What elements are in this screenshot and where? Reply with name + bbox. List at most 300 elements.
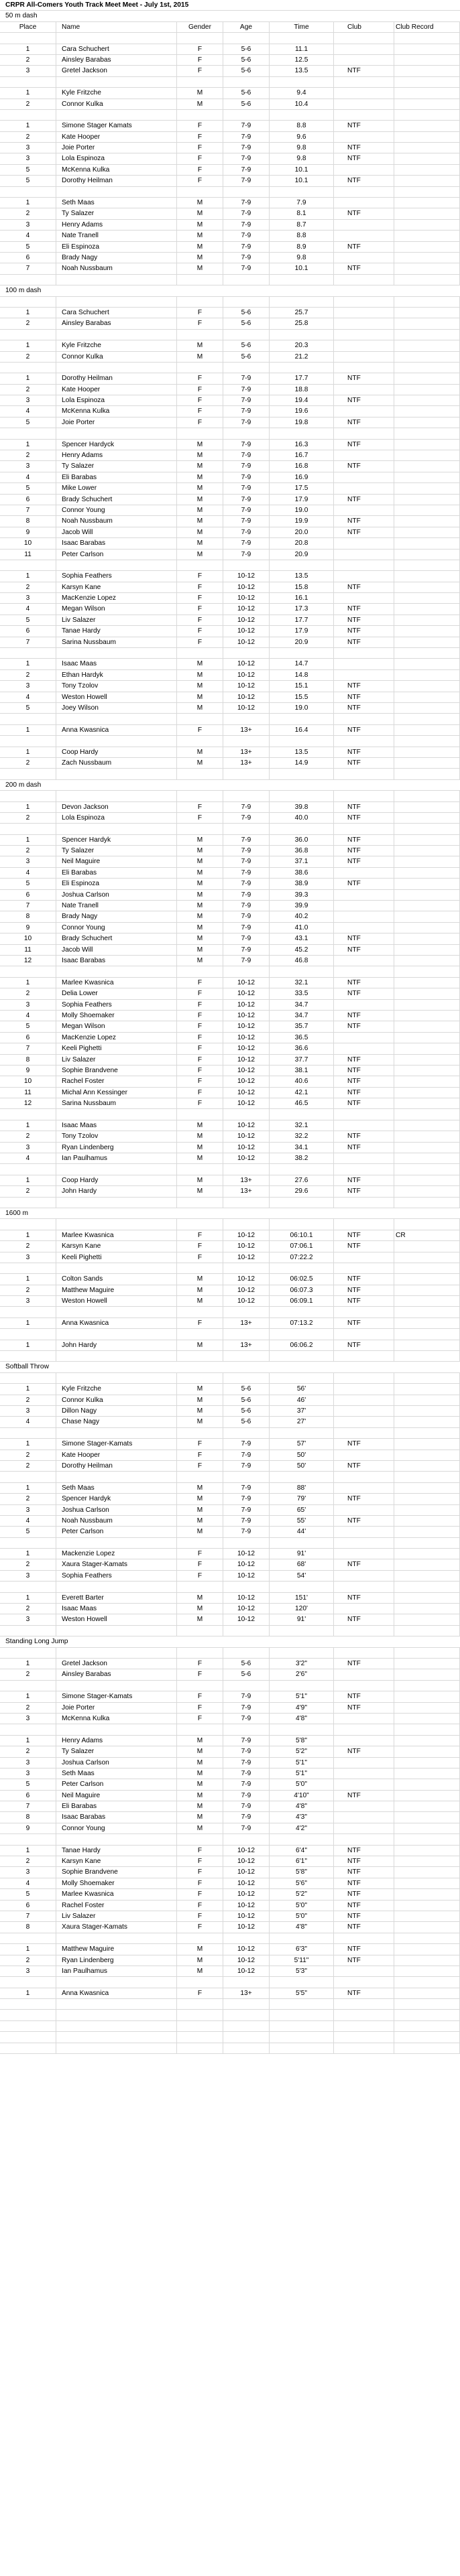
club-record-cell	[394, 1340, 460, 1350]
age-cell: 13+	[223, 1340, 270, 1350]
time-cell: 5'11"	[270, 1955, 334, 1966]
result-row	[0, 1746, 460, 1757]
time-cell: 57'	[270, 1439, 334, 1449]
club-cell: NTF	[334, 1659, 394, 1669]
name-cell: Brady Nagy	[56, 253, 177, 263]
age-cell	[223, 1933, 270, 1943]
place-cell: 1	[0, 1175, 56, 1185]
spacer-row	[0, 1538, 460, 1549]
club-record-cell	[394, 77, 460, 87]
club-cell	[334, 187, 394, 197]
gender-cell: F	[177, 571, 223, 581]
name-cell: Everett Barter	[56, 1593, 177, 1603]
gender-cell: M	[177, 231, 223, 241]
time-cell	[270, 824, 334, 834]
spacer-row	[0, 1648, 460, 1659]
name-cell: Peter Carlson	[56, 1779, 177, 1789]
gender-cell: F	[177, 988, 223, 999]
name-cell: Ryan Lindenberg	[56, 1955, 177, 1966]
result-row	[0, 1230, 460, 1241]
time-cell: 6'1"	[270, 1856, 334, 1866]
club-record-cell	[394, 1691, 460, 1701]
place-cell: 9	[0, 527, 56, 537]
name-cell: Spencer Hardyk	[56, 835, 177, 845]
result-row	[0, 417, 460, 428]
time-cell: 5'8"	[270, 1736, 334, 1746]
club-record-cell	[394, 1088, 460, 1098]
time-cell	[270, 2032, 334, 2042]
club-cell: NTF	[334, 1889, 394, 1899]
club-cell	[334, 1933, 394, 1943]
place-cell: 2	[0, 1461, 56, 1471]
age-cell: 7-9	[223, 901, 270, 911]
age-cell: 10-12	[223, 582, 270, 592]
result-row	[0, 527, 460, 538]
time-cell: 2'6"	[270, 1669, 334, 1679]
gender-cell: F	[177, 1033, 223, 1043]
club-cell: NTF	[334, 1274, 394, 1284]
result-row	[0, 242, 460, 253]
time-cell: 9.4	[270, 88, 334, 98]
time-cell: 32.2	[270, 1131, 334, 1141]
name-cell: Henry Adams	[56, 220, 177, 230]
club-record-cell	[394, 1669, 460, 1679]
spacer-row	[0, 791, 460, 801]
gender-cell: M	[177, 890, 223, 900]
place-cell: 1	[0, 373, 56, 383]
club-record-cell	[394, 318, 460, 328]
result-row	[0, 1922, 460, 1933]
gender-cell	[177, 1219, 223, 1229]
name-cell: Sarina Nussbaum	[56, 637, 177, 647]
place-cell	[0, 1351, 56, 1361]
age-cell	[223, 1626, 270, 1636]
place-cell: 12	[0, 956, 56, 966]
result-row	[0, 143, 460, 153]
club-cell	[334, 923, 394, 933]
gender-cell: M	[177, 956, 223, 966]
club-record-cell	[394, 1373, 460, 1383]
gender-cell: F	[177, 637, 223, 647]
name-cell: Henry Adams	[56, 450, 177, 460]
gender-cell: M	[177, 1604, 223, 1614]
age-cell	[223, 1263, 270, 1273]
spacer-row	[0, 1472, 460, 1482]
age-cell: 10-12	[223, 1033, 270, 1043]
gender-cell: M	[177, 1614, 223, 1624]
gender-cell	[177, 1351, 223, 1361]
club-cell: NTF	[334, 1559, 394, 1569]
spacer-row	[0, 33, 460, 44]
time-cell	[270, 966, 334, 976]
club-record-cell	[394, 714, 460, 724]
name-cell	[56, 275, 177, 285]
column-header-age: Age	[223, 22, 270, 32]
place-cell	[0, 187, 56, 197]
result-row	[0, 835, 460, 846]
time-cell: 7.9	[270, 198, 334, 208]
name-cell: Nate Tranell	[56, 231, 177, 241]
name-cell: Simone Stager-Kamats	[56, 1439, 177, 1449]
place-cell	[0, 714, 56, 724]
time-cell: 16.3	[270, 440, 334, 450]
club-cell	[334, 824, 394, 834]
club-cell: NTF	[334, 758, 394, 768]
gender-cell: M	[177, 1406, 223, 1416]
age-cell: 10-12	[223, 1285, 270, 1295]
result-row	[0, 165, 460, 176]
spacer-row	[0, 187, 460, 198]
gender-cell: M	[177, 495, 223, 505]
gender-cell: F	[177, 132, 223, 142]
result-row	[0, 1494, 460, 1504]
age-cell: 10-12	[223, 1076, 270, 1086]
age-cell	[223, 1472, 270, 1482]
gender-cell: M	[177, 1285, 223, 1295]
club-record-cell	[394, 1801, 460, 1811]
gender-cell: M	[177, 670, 223, 680]
age-cell	[223, 275, 270, 285]
club-record-cell	[394, 1746, 460, 1756]
time-cell: 9.8	[270, 143, 334, 153]
gender-cell: F	[177, 1088, 223, 1098]
club-cell	[334, 1966, 394, 1976]
age-cell	[223, 1834, 270, 1844]
club-cell	[334, 1736, 394, 1746]
name-cell: McKenna Kulka	[56, 1714, 177, 1724]
club-cell	[334, 1307, 394, 1317]
place-cell	[0, 2032, 56, 2042]
result-row	[0, 1098, 460, 1109]
club-record-cell	[394, 1604, 460, 1614]
time-cell	[270, 1351, 334, 1361]
time-cell: 8.8	[270, 231, 334, 241]
club-record-cell	[394, 1076, 460, 1086]
age-cell: 7-9	[223, 483, 270, 493]
gender-cell: M	[177, 1791, 223, 1801]
club-record-cell	[394, 1626, 460, 1636]
result-row	[0, 450, 460, 461]
time-cell	[270, 2043, 334, 2053]
result-row	[0, 1988, 460, 1999]
gender-cell: F	[177, 813, 223, 823]
club-record-cell	[394, 385, 460, 395]
time-cell: 55'	[270, 1516, 334, 1526]
name-cell: Chase Nagy	[56, 1417, 177, 1427]
club-record-cell	[394, 670, 460, 680]
age-cell: 5-6	[223, 99, 270, 109]
time-cell: 19.0	[270, 703, 334, 713]
name-cell	[56, 714, 177, 724]
club-record-cell	[394, 1614, 460, 1624]
gender-cell: F	[177, 725, 223, 735]
club-cell	[334, 1582, 394, 1592]
club-cell	[334, 1648, 394, 1658]
club-record-cell	[394, 472, 460, 482]
name-cell: Anna Kwasnica	[56, 1988, 177, 1998]
event-heading-row	[0, 1362, 460, 1372]
age-cell: 13+	[223, 725, 270, 735]
time-cell: 20.9	[270, 550, 334, 560]
age-cell: 7-9	[223, 1768, 270, 1779]
time-cell: 39.9	[270, 901, 334, 911]
name-cell: Isaac Maas	[56, 1604, 177, 1614]
gender-cell: F	[177, 395, 223, 405]
club-cell: NTF	[334, 1175, 394, 1185]
result-row	[0, 1120, 460, 1131]
name-cell: Connor Kulka	[56, 99, 177, 109]
place-cell: 3	[0, 66, 56, 76]
place-cell: 1	[0, 725, 56, 735]
club-record-cell	[394, 1538, 460, 1548]
time-cell: 8.8	[270, 121, 334, 131]
name-cell: Sophia Feathers	[56, 1571, 177, 1581]
club-cell: NTF	[334, 66, 394, 76]
result-row	[0, 1241, 460, 1252]
name-cell: Marlee Kwasnica	[56, 978, 177, 988]
time-cell	[270, 791, 334, 801]
age-cell: 7-9	[223, 527, 270, 537]
name-cell	[56, 1198, 177, 1208]
club-record-cell	[394, 527, 460, 537]
place-cell: 4	[0, 1878, 56, 1888]
club-cell: NTF	[334, 373, 394, 383]
gender-cell: M	[177, 868, 223, 878]
club-record-cell	[394, 2043, 460, 2053]
spacer-row	[0, 428, 460, 439]
place-cell	[0, 330, 56, 340]
time-cell: 8.7	[270, 220, 334, 230]
gender-cell: F	[177, 1461, 223, 1471]
name-cell: Brady Schuchert	[56, 933, 177, 944]
club-record-cell	[394, 440, 460, 450]
place-cell: 3	[0, 1714, 56, 1724]
club-cell	[334, 1417, 394, 1427]
place-cell: 2	[0, 1703, 56, 1713]
result-row	[0, 703, 460, 714]
time-cell	[270, 714, 334, 724]
club-record-cell	[394, 933, 460, 944]
place-cell: 2	[0, 813, 56, 823]
place-cell: 2	[0, 450, 56, 460]
club-record-cell	[394, 978, 460, 988]
gender-cell: F	[177, 1988, 223, 1998]
spacer-row	[0, 560, 460, 571]
place-cell	[0, 275, 56, 285]
club-record-cell	[394, 340, 460, 350]
club-record-cell	[394, 176, 460, 186]
age-cell	[223, 1681, 270, 1691]
spacer-row	[0, 275, 460, 285]
place-cell: 11	[0, 945, 56, 955]
gender-cell: F	[177, 1318, 223, 1328]
place-cell: 2	[0, 988, 56, 999]
name-cell	[56, 187, 177, 197]
place-cell: 7	[0, 263, 56, 273]
club-cell	[334, 1395, 394, 1405]
result-row	[0, 1516, 460, 1527]
club-cell	[334, 1109, 394, 1119]
place-cell: 9	[0, 923, 56, 933]
club-cell	[334, 2043, 394, 2053]
blank-row	[0, 2010, 460, 2020]
club-cell: NTF	[334, 1439, 394, 1449]
age-cell: 7-9	[223, 802, 270, 812]
result-row	[0, 495, 460, 505]
time-cell: 16.7	[270, 450, 334, 460]
place-cell: 5	[0, 703, 56, 713]
club-record-cell	[394, 242, 460, 252]
club-cell: NTF	[334, 1186, 394, 1196]
gender-cell	[177, 1648, 223, 1658]
age-cell: 10-12	[223, 1549, 270, 1559]
club-cell	[334, 670, 394, 680]
time-cell	[270, 275, 334, 285]
name-cell: Liv Salazer	[56, 1911, 177, 1921]
age-cell: 10-12	[223, 1901, 270, 1911]
gender-cell: F	[177, 385, 223, 395]
club-cell: NTF	[334, 802, 394, 812]
time-cell: 13.5	[270, 571, 334, 581]
time-cell	[270, 110, 334, 120]
club-record-cell	[394, 1648, 460, 1658]
result-row	[0, 1076, 460, 1087]
club-cell: NTF	[334, 582, 394, 592]
club-cell: NTF	[334, 1703, 394, 1713]
place-cell: 7	[0, 1043, 56, 1053]
time-cell: 19.0	[270, 505, 334, 515]
place-cell: 1	[0, 1274, 56, 1284]
place-cell: 6	[0, 626, 56, 636]
age-cell: 7-9	[223, 856, 270, 866]
place-cell: 1	[0, 308, 56, 318]
club-record-cell	[394, 1263, 460, 1273]
age-cell	[223, 363, 270, 373]
name-cell: Ryan Lindenberg	[56, 1143, 177, 1153]
club-record-cell	[394, 1966, 460, 1976]
time-cell: 4'10"	[270, 1791, 334, 1801]
gender-cell	[177, 1428, 223, 1438]
club-record-cell	[394, 44, 460, 54]
club-cell	[334, 352, 394, 362]
name-cell	[56, 1351, 177, 1361]
club-cell	[334, 33, 394, 43]
name-cell: Weston Howell	[56, 1296, 177, 1306]
club-record-cell	[394, 132, 460, 142]
age-cell	[223, 1351, 270, 1361]
name-cell	[56, 1307, 177, 1317]
club-record-cell	[394, 2032, 460, 2042]
club-cell	[334, 956, 394, 966]
age-cell: 5-6	[223, 1669, 270, 1679]
age-cell	[223, 824, 270, 834]
name-cell: Lola Espinoza	[56, 153, 177, 164]
gender-cell	[177, 1977, 223, 1987]
result-row	[0, 1318, 460, 1329]
result-row	[0, 208, 460, 219]
gender-cell: M	[177, 483, 223, 493]
gender-cell: F	[177, 1043, 223, 1053]
club-cell	[334, 1450, 394, 1460]
club-cell	[334, 308, 394, 318]
name-cell: Marlee Kwasnica	[56, 1889, 177, 1899]
place-cell: 1	[0, 340, 56, 350]
result-row	[0, 659, 460, 669]
age-cell: 7-9	[223, 198, 270, 208]
gender-cell: F	[177, 417, 223, 428]
place-cell: 2	[0, 385, 56, 395]
club-record-cell	[394, 450, 460, 460]
time-cell: 9.8	[270, 153, 334, 164]
age-cell: 7-9	[223, 1516, 270, 1526]
club-cell: NTF	[334, 945, 394, 955]
age-cell	[223, 1219, 270, 1229]
time-cell: 44'	[270, 1527, 334, 1537]
time-cell: 06:06.2	[270, 1340, 334, 1350]
name-cell: Ainsley Barabas	[56, 1669, 177, 1679]
time-cell: 21.2	[270, 352, 334, 362]
gender-cell: F	[177, 1549, 223, 1559]
spacer-row	[0, 1307, 460, 1317]
club-record-cell	[394, 659, 460, 669]
result-row	[0, 440, 460, 450]
result-row	[0, 1901, 460, 1911]
name-cell: Xaura Stager-Kamats	[56, 1922, 177, 1932]
result-row	[0, 692, 460, 703]
age-cell	[223, 1109, 270, 1119]
gender-cell: M	[177, 505, 223, 515]
gender-cell: M	[177, 472, 223, 482]
place-cell: 2	[0, 99, 56, 109]
club-cell	[334, 1812, 394, 1822]
result-row	[0, 1439, 460, 1450]
name-cell: John Hardy	[56, 1186, 177, 1196]
club-cell	[334, 1351, 394, 1361]
age-cell: 7-9	[223, 538, 270, 548]
name-cell: Connor Young	[56, 1823, 177, 1833]
result-row	[0, 176, 460, 186]
gender-cell: M	[177, 352, 223, 362]
club-record-cell	[394, 1571, 460, 1581]
age-cell	[223, 110, 270, 120]
result-row	[0, 395, 460, 406]
club-record-cell	[394, 1120, 460, 1131]
name-cell: Rachel Foster	[56, 1901, 177, 1911]
age-cell: 7-9	[223, 945, 270, 955]
club-record-cell	[394, 153, 460, 164]
age-cell: 7-9	[223, 143, 270, 153]
gender-cell: M	[177, 461, 223, 471]
gender-cell	[177, 428, 223, 438]
time-cell: 54'	[270, 1571, 334, 1581]
gender-cell: M	[177, 1966, 223, 1976]
club-cell: NTF	[334, 121, 394, 131]
result-row	[0, 1768, 460, 1779]
name-cell: Henry Adams	[56, 1736, 177, 1746]
club-cell: NTF	[334, 1746, 394, 1756]
time-cell: 65'	[270, 1505, 334, 1515]
club-record-cell	[394, 835, 460, 845]
place-cell: 7	[0, 1801, 56, 1811]
place-cell	[0, 769, 56, 779]
name-cell: Sophia Feathers	[56, 1000, 177, 1010]
time-cell: 33.5	[270, 988, 334, 999]
time-cell: 50'	[270, 1450, 334, 1460]
result-row	[0, 1878, 460, 1889]
gender-cell	[177, 187, 223, 197]
club-record-cell	[394, 1812, 460, 1822]
place-cell: 2	[0, 1856, 56, 1866]
